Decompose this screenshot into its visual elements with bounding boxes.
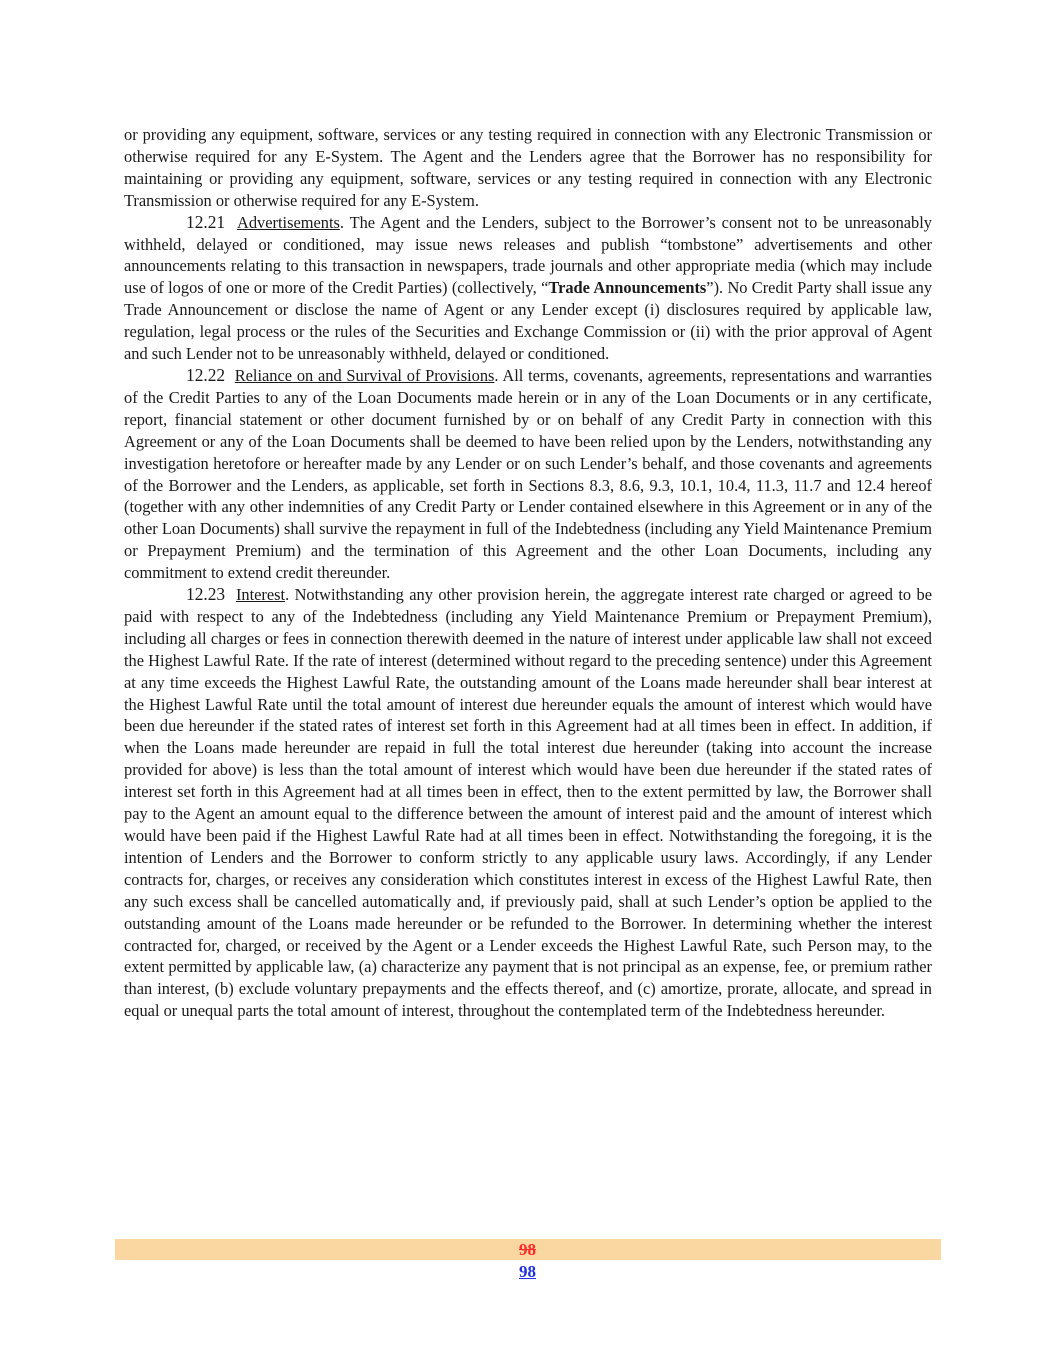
section-12-23 [124, 584, 932, 1022]
section-title: Advertisements [237, 212, 340, 232]
page-number-inserted: 98 [519, 1262, 536, 1281]
section-number: 12.22 [186, 364, 226, 385]
section-title: Reliance on and Survival of Provisions [234, 365, 495, 385]
section-12-22 [124, 365, 932, 584]
continuation-paragraph: or providing any equipment, software, services or any testing required in connection with any Electronic Transmission or otherwise required for any E-System. The Agent and the Lenders agree that the Borrower has no responsibility for maintaining or providing any equipment, software, services or any testing required in connection with any Electronic Transmission or otherwise required for any E-System. [124, 125, 932, 210]
section-text: . The Agent and the Lenders, subject to the Borrower’s consent not to be unreasonably withheld, delayed or conditioned, may issue news releases and publish “tombstone” advertisements and other announcements relating to this transaction in newspapers, trade journals and other appropriate media (which may include use of logos of one or more of the Credit Parties) (collectively, “ [124, 212, 932, 298]
section-title: Interest [235, 585, 286, 605]
section-text: ”). No Credit Party shall issue any Trade Announcement or disclose the name of Agent or any Lender except (i) disclosures required by applicable law, regulation, legal process or the rules of the Securities and Exchange Commission or (ii) with the prior approval of Agent and such Lender not to be unreasonably withheld, delayed or conditioned. [124, 278, 933, 364]
document-page [124, 124, 932, 1022]
section-number: 12.23 [186, 584, 226, 605]
defined-term: Trade Announcements [548, 278, 707, 298]
section-text: . Notwithstanding any other provision herein, the aggregate interest rate charged or agreed to be paid with respect to any of the Indebtedness (including any Yield Maintenance Premium or Prepayment Premium), including all charges or fees in connection therewith deemed in the nature of interest under applicable law shall not exceed the Highest Lawful Rate. If the rate of interest (determined without regard to the preceding sentence) under this Agreement at any time exceeds the Highest Lawful Rate, the outstanding amount of the Loans made hereunder shall bear interest at the Highest Lawful Rate until the total amount of interest due hereunder equals the amount of interest which would have been due hereunder if the stated rates of interest set forth in this Agreement had at all times been in effect. In addition, if when the Loans made hereunder are repaid in full the total interest due hereunder (taking into account the increase provided for above) is less than the total amount of interest which would have been due hereunder if the stated rates of interest set forth in this Agreement had at all times been in effect, then to the extent permitted by law, the Borrower shall pay to the Agent an amount equal to the difference between the amount of interest paid and the amount of interest which would have been paid if the Highest Lawful Rate had at all times been in effect. Notwithstanding the foregoing, it is the intention of Lenders and the Borrower to conform strictly to any applicable usury laws. Accordingly, if any Lender contracts for, charges, or receives any consideration which constitutes interest in excess of the Highest Lawful Rate, then any such excess shall be cancelled automatically and, if previously paid, shall at such Lender’s option be applied to the outstanding amount of the Loans made hereunder or be refunded to the Borrower. In determining whether the interest contracted for, charged, or received by the Agent or a Lender exceeds the Highest Lawful Rate, such Person may, to the extent permitted by applicable law, (a) characterize any payment that is not principal as an expense, fee, or premium rather than interest, (b) exclude voluntary prepayments and the effects thereof, and (c) amortize, prorate, allocate, and spread in equal or unequal parts the total amount of interest, throughout the contemplated term of the Indebtedness hereunder. [124, 585, 932, 1021]
section-text: . All terms, covenants, agreements, representations and warranties of the Credit Parties to any of the Loan Documents made herein or in any of the Loan Documents or in any certificate, report, financial statement or other document furnished by or on behalf of any Credit Party in connection with this Agreement or any of the Loan Documents shall be deemed to have been relied upon by the Lenders, notwithstanding any investigation heretofore or hereafter made by any Lender or on such Lender’s behalf, and those covenants and agreements of the Borrower and the Lenders, as applicable, set forth in Sections 8.3, 8.6, 9.3, 10.1, 10.4, 11.3, 11.7 and 12.4 hereof (together with any other indemnities of any Credit Party or Lender contained elsewhere in this Agreement or in any of the other Loan Documents) shall survive the repayment in full of the Indebtedness (including any Yield Maintenance Premium or Prepayment Premium) and the termination of this Agreement and the other Loan Documents, including any commitment to extend credit thereunder. [124, 365, 933, 583]
section-12-21 [124, 212, 932, 365]
page-number-deleted: 98 [519, 1240, 536, 1259]
section-number: 12.21 [186, 211, 226, 232]
